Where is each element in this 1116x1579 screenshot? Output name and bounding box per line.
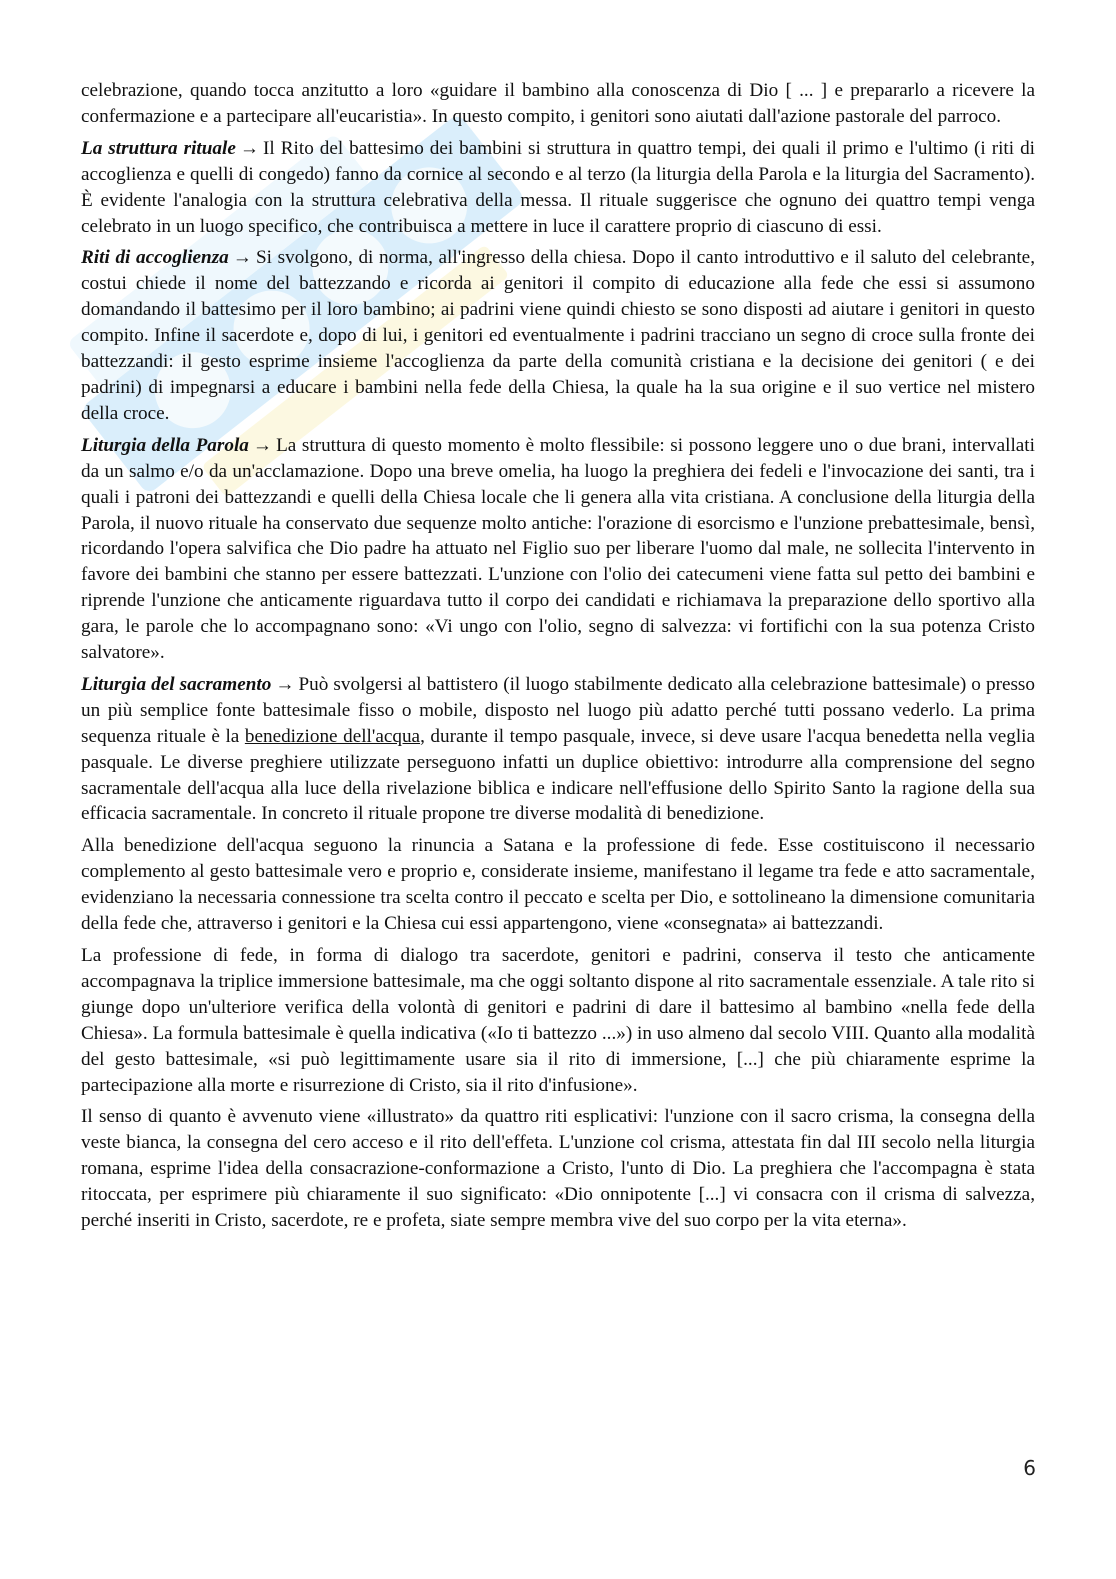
arrow-icon: → bbox=[239, 137, 260, 159]
paragraph-text: La struttura di questo momento è molto flessibile: si possono leggere uno o due brani, intervallati da un salmo e/o da un'acclamazione. Dopo una breve omelia, ha luogo la preghiera dei fedeli e l'invocazione dei santi, tra i quali i patroni dei battezzandi e quelli della Chiesa locale che li genera alla vita cristiana. A conclusione della liturgia della Parola, il nuovo rituale ha conservato due sequenze molto antiche: l'orazione di esorcismo e l'unzione prebattesimale, bensì, ricordando l'opera salvifica che Dio padre ha attuato nel Figlio suo per liberare l'uomo dal male, ne sollecita l'intervento in favore dei bambini che stanno per essere battezzati. L'unzione con l'olio dei catecumeni viene fatta sul petto dei bambini e riprende l'unzione che anticamente riguardava tutto il corpo dei candidati e richiamava la preparazione dello sportivo alla gara, le parole che lo accompagnano sono: «Vi ungo con l'olio, segno di salvezza: vi fortifichi con la sua potenza Cristo salvatore». bbox=[81, 434, 1035, 664]
page-number: 6 bbox=[1023, 1456, 1036, 1480]
arrow-icon: → bbox=[232, 247, 252, 269]
paragraph-intro bbox=[81, 78, 1035, 130]
document-body bbox=[81, 78, 1035, 1240]
paragraph-liturgia-sacramento bbox=[81, 672, 1035, 827]
paragraph-struttura-rituale bbox=[81, 136, 1035, 240]
paragraph-heading: Liturgia del sacramento bbox=[81, 673, 272, 695]
paragraph-heading: Riti di accoglienza bbox=[81, 247, 229, 269]
paragraph-heading: La struttura rituale bbox=[81, 137, 236, 159]
paragraph-text: celebrazione, quando tocca anzitutto a loro «guidare il bambino alla conoscenza di Dio [ ... ] e prepararlo a ricevere la confermazione e a partecipare all'eucaristia». In questo compito, i genitori sono aiutati dall'azione pastorale del parroco. bbox=[81, 80, 1035, 127]
paragraph-professione-fede bbox=[81, 943, 1035, 1098]
paragraph-riti-accoglienza bbox=[81, 245, 1035, 426]
paragraph-text: Alla benedizione dell'acqua seguono la rinuncia a Satana e la professione di fede. Esse costituiscono il necessario complemento al gesto battesimale vero e proprio e, considerate insieme, manifestano il legame tra fede e atto sacramentale, evidenziano la necessaria connessione tra scelta contro il peccato e scelta per Dio, e sottolineano la dimensione comunitaria della fede che, attraverso i genitori e la Chiesa cui essi appartengono, viene «consegnata» ai battezzandi. bbox=[81, 835, 1035, 935]
paragraph-riti-esplicativi bbox=[81, 1104, 1035, 1234]
underlined-term: benedizione dell'acqua bbox=[244, 725, 421, 747]
paragraph-heading: Liturgia della Parola bbox=[81, 434, 249, 456]
arrow-icon: → bbox=[275, 673, 295, 695]
paragraph-liturgia-parola bbox=[81, 433, 1035, 666]
paragraph-text: La professione di fede, in forma di dialogo tra sacerdote, genitori e padrini, conserva il testo che anticamente accompagnava la triplice immersione battesimale, ma che oggi soltanto dispone al rito sacramentale essenziale. A tale rito si giunge dopo un'ulteriore verifica della volontà di genitori e padrini di dare il battesimo al bambino «nella fede della Chiesa». La formula battesimale è quella indicativa («Io ti battezzo ...») in uso almeno dal secolo VIII. Quanto alla modalità del gesto battesimale, «si può legittimamente usare sia il rito di immersione, [...] che più chiaramente esprime la partecipazione alla morte e risurrezione di Cristo, sia il rito d'infusione». bbox=[81, 945, 1035, 1096]
paragraph-text: Il senso di quanto è avvenuto viene «illustrato» da quattro riti esplicativi: l'unzione con il sacro crisma, la consegna della veste bianca, la consegna del cero acceso e il rito dell'effeta. L'unzione col crisma, attestata fin dal III secolo nella liturgia romana, esprime l'idea della consacrazione-conformazione a Cristo, l'unto di Dio. La preghiera che l'accompagna è stata ritoccata, per esprimere più chiaramente il suo significato: «Dio onnipotente [...] vi consacra con il crisma di salvezza, perché inseriti in Cristo, sacerdote, re e profeta, siate sempre membra vive del suo corpo per la vita eterna». bbox=[81, 1106, 1035, 1232]
paragraph-text: , durante il tempo pasquale, invece, si deve usare l'acqua benedetta nella veglia pasquale. Le diverse preghiere utilizzate perseguono infatti un duplice obiettivo: introdurre alla comprensione del segno sacramentale dell'acqua alla luce della rivelazione biblica e indicare nell'effusione dello Spirito Santo la ragione della sua efficacia sacramentale. In concreto il rituale propone tre diverse modalità di benedizione. bbox=[81, 725, 1035, 825]
paragraph-rinuncia-professione bbox=[81, 833, 1035, 937]
paragraph-text: Può svolgersi al battistero (il luogo stabilmente dedicato alla celebrazione battesimale) o presso un più semplice fonte battesimale fisso o mobile, disposto nel luogo più adatto perché tutti possano vederlo. La prima sequenza rituale è la bbox=[81, 673, 1035, 747]
paragraph-text: Si svolgono, di norma, all'ingresso della chiesa. Dopo il canto introduttivo e il saluto del celebrante, costui chiede il nome del battezzando e ricorda ai genitori il compito di educazione alla fede che essi si assumono domandando il battesimo per il loro bambino; ai padrini viene quindi chiesto se sono disposti ad aiutare i genitori in questo compito. Infine il sacerdote e, dopo di lui, i genitori ed eventualmente i padrini tracciano un segno di croce sulla fronte dei battezzandi: il gesto esprime insieme l'accoglienza da parte della comunità cristiana e la decisione dei genitori ( e dei padrini) di impegnarsi a educare i bambini nella fede della Chiesa, la quale ha la sua origine e il suo vertice nel mistero della croce. bbox=[81, 247, 1035, 424]
paragraph-text: Il Rito del battesimo dei bambini si struttura in quattro tempi, dei quali il primo e l'ultimo (i riti di accoglienza e quelli di congedo) fanno da cornice al secondo e al terzo (la liturgia della Parola e la liturgia del Sacramento). È evidente l'analogia con la struttura celebrativa della messa. Il rituale suggerisce che ognuno dei quattro tempi venga celebrato in un luogo specifico, che contribuisca a mettere in luce il carattere proprio di ciascuno di essi. bbox=[81, 137, 1035, 237]
arrow-icon: → bbox=[252, 434, 273, 456]
